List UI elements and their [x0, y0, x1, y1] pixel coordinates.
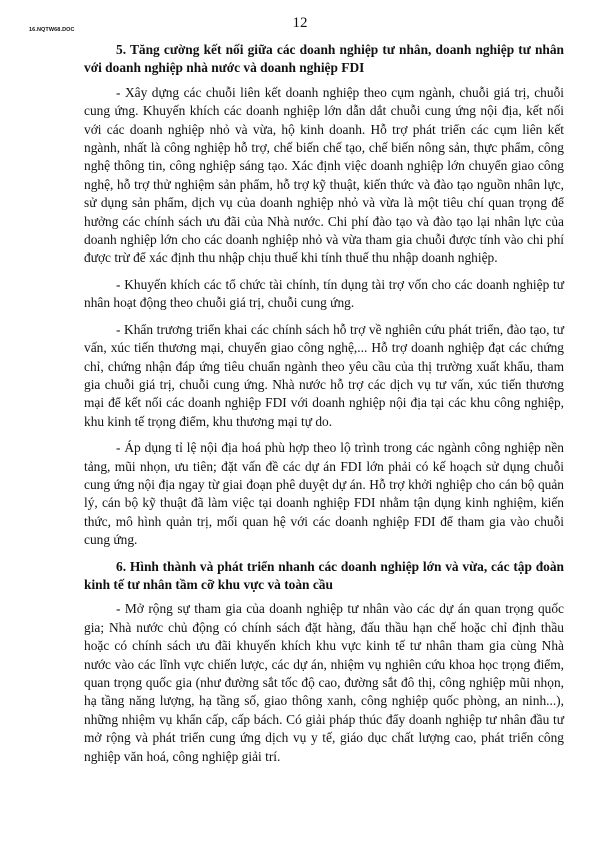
paragraph: - Xây dựng các chuỗi liên kết doanh nghiệp theo cụm ngành, chuỗi giá trị, chuỗi cung ứng. Khuyến khích các doanh nghiệp lớn dẫn dắt chuỗi cung ứng nội địa, kết nối với các doanh nghiệp nhỏ và vừa, hộ kinh doanh. Hỗ trợ phát triển các cụm liên kết ngành, nhất là công nghiệp hỗ trợ, chế biến chế tạo, chế biến nông sản, thực phẩm, công nghệ thông tin, công nghiệp sáng tạo. Xác định việc doanh nghiệp lớn chuyển giao công nghệ, hỗ trợ thử nghiệm sản phẩm, hỗ trợ kỹ thuật, kiến thức và đào tạo nguồn nhân lực, sử dụng sản phẩm, dịch vụ của doanh nghiệp nhỏ và vừa là một tiêu chí quan trọng để hưởng các chính sách ưu đãi của Nhà nước. Chi phí đào tạo và đào tạo lại nhân lực của doanh nghiệp lớn cho các doanh nghiệp nhỏ và vừa tham gia chuỗi được tính vào chi phí được trừ để xác định thu nhập chịu thuế khi tính thuế thu nhập doanh nghiệp.	[84, 84, 564, 266]
paragraph: - Khẩn trương triển khai các chính sách hỗ trợ về nghiên cứu phát triển, đào tạo, tư vấn, xúc tiến thương mại, chuyển giao công nghệ,... Hỗ trợ doanh nghiệp đạt các chứng chỉ, chứng nhận đáp ứng tiêu chuẩn ngành theo yêu cầu của thị trường xuất khẩu, tham gia chuỗi giá trị, chuỗi cung ứng. Nhà nước hỗ trợ các dịch vụ tư vấn, xúc tiến thương mại để kết nối các doanh nghiệp FDI với doanh nghiệp nội địa tại các khu công nghiệp, khu kinh tế trọng điểm, khu thương mại tự do.	[84, 321, 564, 429]
section-heading: 5. Tăng cường kết nối giữa các doanh nghiệp tư nhân, doanh nghiệp tư nhân với doanh nghiệp nhà nước và doanh nghiệp FDI	[84, 42, 564, 76]
document-file-id: 16.NQTW68.DOC	[29, 27, 75, 33]
section-heading: 6. Hình thành và phát triển nhanh các doanh nghiệp lớn và vừa, các tập đoàn kinh tế tư nhân tầm cỡ khu vực và toàn cầu	[84, 558, 564, 592]
document-body	[84, 41, 564, 766]
paragraph: - Áp dụng tỉ lệ nội địa hoá phù hợp theo lộ trình trong các ngành công nghiệp nền tảng, mũi nhọn, ưu tiên; đặt vấn đề các dự án FDI lớn phải có kế hoạch sử dụng chuỗi cung ứng nội địa ngay từ giai đoạn phê duyệt dự án. Hỗ trợ khởi nghiệp cho cán bộ quản lý, cán bộ kỹ thuật đã làm việc tại doanh nghiệp FDI nhằm tận dụng kinh nghiệm, kiến thức, mô hình quản trị, mối quan hệ với các doanh nghiệp FDI để tham gia vào chuỗi cung ứng.	[84, 440, 564, 548]
paragraph: - Khuyến khích các tổ chức tài chính, tín dụng tài trợ vốn cho các doanh nghiệp tư nhân hoạt động theo chuỗi giá trị, chuỗi cung ứng.	[84, 276, 564, 311]
page-number: 12	[292, 15, 308, 31]
paragraph: - Mở rộng sự tham gia của doanh nghiệp tư nhân vào các dự án quan trọng quốc gia; Nhà nước chủ động có chính sách đặt hàng, đấu thầu hạn chế hoặc chỉ định thầu hoặc có chính sách ưu đãi khuyến khích khu vực kinh tế tư nhân tham gia cùng Nhà nước vào các lĩnh vực chiến lược, các dự án, nhiệm vụ nghiên cứu khoa học trọng điểm, quan trọng quốc gia (như đường sắt tốc độ cao, đường sắt đô thị, công nghiệp mũi nhọn, hạ tầng năng lượng, hạ tầng số, giao thông xanh, công nghiệp quốc phòng, an ninh...), những nhiệm vụ khẩn cấp, cấp bách. Có giải pháp thúc đẩy doanh nghiệp tư nhân đầu tư mở rộng và phát triển cung ứng dịch vụ y tế, giáo dục chất lượng cao, phát triển công nghiệp văn hoá, công nghiệp giải trí.	[84, 601, 564, 764]
